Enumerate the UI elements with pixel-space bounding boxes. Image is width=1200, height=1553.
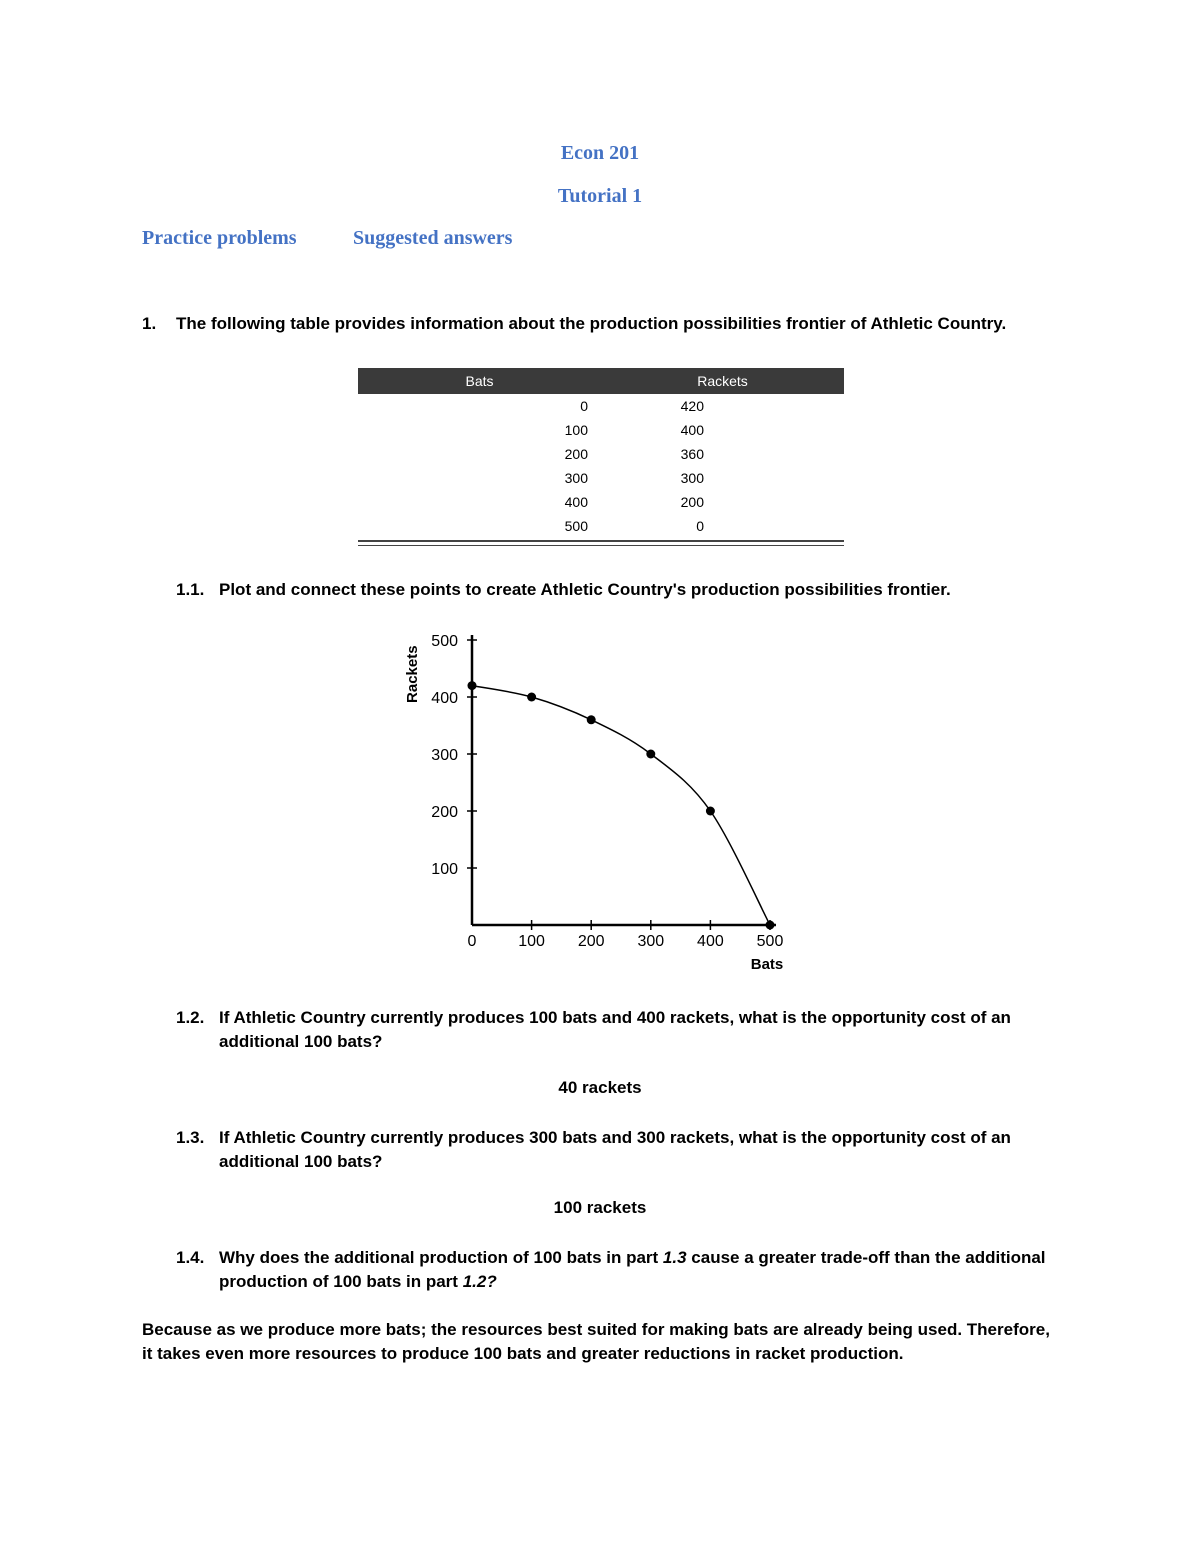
- answer-1-2: 40 rackets: [558, 1078, 642, 1097]
- x-tick-label: 400: [697, 933, 724, 950]
- column-header-bats: Bats: [465, 373, 494, 389]
- page-title: Econ 201: [560, 142, 640, 164]
- question-1-4: [176, 1246, 1056, 1294]
- y-tick-label: 100: [431, 861, 458, 878]
- y-tick-label: 500: [431, 633, 458, 650]
- question-1: [142, 312, 1062, 336]
- question-number: 1.3.: [176, 1128, 205, 1147]
- question-1-1: [176, 578, 1056, 602]
- table-bottom-rule: [358, 540, 844, 546]
- cell-bats: 100: [564, 422, 588, 438]
- question-text: If Athletic Country currently produces 100 bats and 400 rackets, what is the opportunity cost of an additional 100 bats?: [219, 1008, 1011, 1051]
- final-answer: Because as we produce more bats; the resources best suited for making bats are already being used. Therefore, it takes even more resources to produce 100 bats and greater reductions in racket production.: [142, 1320, 1050, 1363]
- table-row: [358, 418, 844, 442]
- data-point: [706, 807, 715, 816]
- question-1-3: [176, 1126, 1056, 1174]
- x-tick-label: 100: [518, 933, 545, 950]
- ppf-chart: [395, 620, 805, 980]
- question-text: Plot and connect these points to create Athletic Country's production possibilities frontier.: [219, 580, 951, 599]
- cell-bats: 300: [564, 470, 588, 486]
- cell-rackets: 420: [680, 398, 704, 414]
- question-number: 1.4.: [176, 1248, 205, 1267]
- x-tick-label: 200: [577, 933, 605, 950]
- question-1-2: [176, 1006, 1056, 1054]
- part-reference: 1.2?: [462, 1272, 497, 1291]
- part-reference: 1.3: [662, 1248, 687, 1267]
- cell-rackets: 400: [680, 422, 704, 438]
- cell-bats: 500: [564, 518, 588, 534]
- data-point: [468, 681, 477, 690]
- cell-rackets: 200: [680, 494, 704, 510]
- table-row: [358, 394, 844, 418]
- section-heading-answers: Suggested answers: [353, 227, 513, 249]
- table-row: [358, 514, 844, 538]
- y-tick-label: 400: [431, 690, 458, 707]
- table-row: [358, 490, 844, 514]
- ppf-table: [358, 368, 844, 546]
- page-subtitle: Tutorial 1: [557, 185, 643, 207]
- y-axis-label: Rackets: [404, 645, 421, 703]
- cell-bats: 200: [564, 446, 588, 462]
- question-text: The following table provides information about the production possibilities frontier of Athletic Country.: [176, 314, 1007, 333]
- column-header-rackets: Rackets: [697, 373, 748, 389]
- ppf-curve: [472, 686, 770, 925]
- cell-bats: 400: [564, 494, 588, 510]
- cell-rackets: 360: [680, 446, 704, 462]
- x-tick-label: 0: [467, 933, 477, 950]
- data-point: [646, 750, 655, 759]
- question-number: 1.: [142, 314, 157, 333]
- table-header: [358, 368, 844, 394]
- data-point: [766, 921, 775, 930]
- answer-1-3: 100 rackets: [553, 1198, 647, 1217]
- data-point: [587, 715, 596, 724]
- x-tick-label: 500: [756, 933, 784, 950]
- question-text-part: Why does the additional production of 100 bats in part: [219, 1248, 663, 1267]
- question-number: 1.1.: [176, 580, 205, 599]
- y-tick-label: 300: [431, 747, 458, 764]
- question-text-part: cause a greater trade-off than the additional production of 100 bats in part: [219, 1248, 1046, 1291]
- section-heading-practice: Practice problems: [142, 227, 297, 249]
- question-text: [219, 1246, 1056, 1294]
- data-point: [527, 693, 536, 702]
- cell-rackets: 0: [696, 518, 704, 534]
- cell-bats: 0: [580, 398, 588, 414]
- cell-rackets: 300: [680, 470, 704, 486]
- x-tick-label: 300: [637, 933, 665, 950]
- table-row: [358, 442, 844, 466]
- question-text: If Athletic Country currently produces 300 bats and 300 rackets, what is the opportunity cost of an additional 100 bats?: [219, 1128, 1011, 1171]
- table-row: [358, 466, 844, 490]
- x-axis-label: Bats: [750, 956, 784, 973]
- question-number: 1.2.: [176, 1008, 205, 1027]
- y-tick-label: 200: [431, 804, 458, 821]
